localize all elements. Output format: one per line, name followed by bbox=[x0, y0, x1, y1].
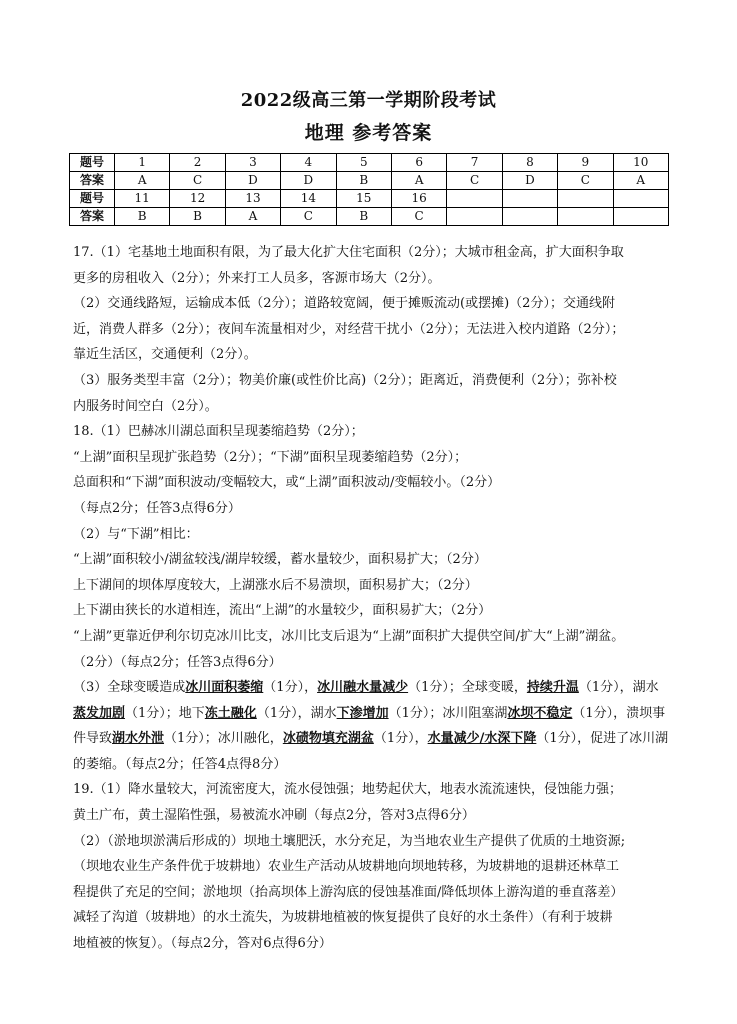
q18-line: 总面积和“下湖”面积波动/变幅较大，或“上湖”面积波动/变幅较小。（2分） bbox=[73, 475, 501, 491]
key-term: 湖水外泄 bbox=[112, 731, 165, 747]
table-cell: A bbox=[391, 172, 446, 190]
exam-title: 2022级高三第一学期阶段考试 bbox=[240, 90, 497, 111]
text-run: （1分）；冰川阻塞湖 bbox=[388, 705, 508, 721]
table-cell: C bbox=[170, 172, 225, 190]
text-run: （1分），湖水 bbox=[256, 705, 337, 721]
table-row bbox=[70, 154, 669, 172]
text-run: （1分）；全球变暖， bbox=[408, 680, 527, 696]
table-cell: C bbox=[558, 172, 613, 190]
q18-line: 上下湖间的坝体厚度较大，上湖涨水后不易溃坝，面积易扩大；（2分） bbox=[73, 577, 478, 593]
table-cell: 5 bbox=[336, 154, 391, 172]
q18-line: “上湖”更靠近伊利尔切克冰川比支，冰川比支后退为“上湖”面积扩大提供空间/扩大“上湖”湖盆。 bbox=[73, 628, 625, 644]
q18-line: “上湖”面积呈现扩张趋势（2分）；“下湖”面积呈现萎缩趋势（2分）； bbox=[73, 449, 468, 465]
table-row bbox=[70, 172, 669, 190]
text-run: （1分）， bbox=[263, 680, 318, 696]
table-cell: 2 bbox=[170, 154, 225, 172]
q19-line: 19.（1）降水量较大，河流密度大，流水侵蚀强；地势起伏大，地表水流流速快，侵蚀能力强； bbox=[73, 782, 622, 798]
text-run: （1分），湖水 bbox=[578, 680, 659, 696]
key-term: 持续升温 bbox=[526, 680, 579, 696]
table-cell: 6 bbox=[391, 154, 446, 172]
key-term: 下渗增加 bbox=[336, 705, 389, 721]
key-term: 蒸发加剧 bbox=[73, 705, 126, 721]
key-term: 冰川面积萎缩 bbox=[185, 680, 264, 696]
table-cell: 11 bbox=[115, 190, 170, 208]
table-cell: 3 bbox=[225, 154, 280, 172]
table-cell: B bbox=[170, 208, 225, 226]
text-run: （1分）， bbox=[373, 731, 428, 747]
table-cell: 8 bbox=[502, 154, 557, 172]
table-cell: 12 bbox=[170, 190, 225, 208]
table-cell: A bbox=[115, 172, 170, 190]
table-cell: A bbox=[613, 172, 668, 190]
key-term: 冰坝不稳定 bbox=[507, 705, 573, 721]
table-cell bbox=[447, 208, 502, 226]
q17-line: 靠近生活区，交通便利（2分）。 bbox=[73, 347, 257, 363]
q17-line: 近，消费人群多（2分）；夜间车流量相对少，对经营干扰小（2分）；无法进入校内道路（2分）； bbox=[73, 321, 625, 337]
q17-line: （3）服务类型丰富（2分）；物美价廉(或性价比高)（2分）；距离近，消费便利（2分）；弥补校 bbox=[73, 372, 617, 388]
key-term: 冰碛物填充湖盆 bbox=[282, 731, 374, 747]
key-term: 冰川融水量减少 bbox=[317, 680, 409, 696]
row-label: 题号 bbox=[70, 154, 115, 172]
table-cell bbox=[558, 208, 613, 226]
q18-line: 18.（1）巴赫冰川湖总面积呈现萎缩趋势（2分）； bbox=[73, 424, 364, 440]
table-cell: B bbox=[336, 208, 391, 226]
table-cell: B bbox=[336, 172, 391, 190]
key-term: 冻土融化 bbox=[204, 705, 257, 721]
q19-line: 地植被的恢复）。（每点2分，答对6点得6分） bbox=[73, 936, 332, 952]
q19-line: 程提供了充足的空间；淤地坝（抬高坝体上游沟底的侵蚀基准面/降低坝体上游沟道的垂直落差） bbox=[73, 884, 624, 900]
text-run: （1分），促进了冰川湖的萎缩。（每点2分；任答4点得8分） bbox=[73, 731, 669, 772]
table-cell bbox=[613, 190, 668, 208]
answer-table bbox=[69, 153, 669, 226]
table-cell bbox=[613, 208, 668, 226]
q19-line: （坝地农业生产条件优于坡耕地）农业生产活动从坡耕地向坝地转移，为坡耕地的退耕还林草工 bbox=[73, 859, 620, 875]
table-cell: 9 bbox=[558, 154, 613, 172]
table-cell: 14 bbox=[281, 190, 336, 208]
text-run: （1分）；地下 bbox=[125, 705, 205, 721]
q18-line: 上下湖由狭长的水道相连，流出“上湖”的水量较少，面积易扩大；（2分） bbox=[73, 603, 492, 619]
table-cell: D bbox=[281, 172, 336, 190]
text-run: （3）全球变暖造成 bbox=[73, 680, 186, 696]
text-run: （1分）；冰川融化， bbox=[164, 731, 283, 747]
table-cell: D bbox=[225, 172, 280, 190]
table-cell: 4 bbox=[281, 154, 336, 172]
q18-line: （2分）（每点2分；任答3点得6分） bbox=[73, 654, 282, 670]
q17-line: 更多的房租收入（2分）；外来打工人员多，客源市场大（2分）。 bbox=[73, 270, 441, 286]
row-label: 答案 bbox=[70, 208, 115, 226]
exam-subtitle: 地理 参考答案 bbox=[304, 122, 433, 144]
table-cell: 1 bbox=[115, 154, 170, 172]
table-cell: 10 bbox=[613, 154, 668, 172]
table-cell bbox=[447, 190, 502, 208]
table-row bbox=[70, 208, 669, 226]
table-cell: B bbox=[115, 208, 170, 226]
q19-line: 减轻了沟道（坡耕地）的水土流失，为坡耕地植被的恢复提供了良好的水土条件）（有利于坡耕 bbox=[73, 910, 613, 926]
table-cell: C bbox=[391, 208, 446, 226]
q17-line: 17.（1）宅基地土地面积有限，为了最大化扩大住宅面积（2分）；大城市租金高，扩大面积争取 bbox=[73, 245, 624, 260]
q17-line: 内服务时间空白（2分）。 bbox=[73, 398, 218, 414]
q18-line: （2）与“下湖”相比： bbox=[73, 526, 199, 542]
table-cell: 16 bbox=[391, 190, 446, 208]
q19-line: （2）（淤地坝淤满后形成的）坝地土壤肥沃，水分充足，为当地农业生产提供了优质的土地资源; bbox=[73, 833, 626, 849]
q18-part3-paragraph bbox=[73, 675, 669, 777]
table-cell: C bbox=[281, 208, 336, 226]
q18-line: “上湖”面积较小/湖盆较浅/湖岸较缓，蓄水量较少，面积易扩大；（2分） bbox=[73, 552, 487, 568]
table-cell bbox=[502, 190, 557, 208]
table-cell: 15 bbox=[336, 190, 391, 208]
row-label: 题号 bbox=[70, 190, 115, 208]
q19-line: 黄土广布，黄土湿陷性强，易被流水冲刷（每点2分，答对3点得6分） bbox=[73, 808, 475, 824]
q18-line: （每点2分；任答3点得6分） bbox=[73, 500, 241, 516]
table-row bbox=[70, 190, 669, 208]
table-cell: 7 bbox=[447, 154, 502, 172]
row-label: 答案 bbox=[70, 172, 115, 190]
key-term: 水量减少/水深下降 bbox=[427, 731, 537, 747]
table-cell: 13 bbox=[225, 190, 280, 208]
table-cell: A bbox=[225, 208, 280, 226]
text-run: （1分），溃坝事件导致 bbox=[73, 705, 666, 747]
q17-line: （2）交通线路短，运输成本低（2分）；道路较宽阔，便于摊贩流动(或摆摊)（2分）；交通线附 bbox=[73, 296, 615, 312]
table-cell: D bbox=[502, 172, 557, 190]
table-cell bbox=[502, 208, 557, 226]
table-cell: C bbox=[447, 172, 502, 190]
table-cell bbox=[558, 190, 613, 208]
answer-content bbox=[73, 240, 669, 957]
